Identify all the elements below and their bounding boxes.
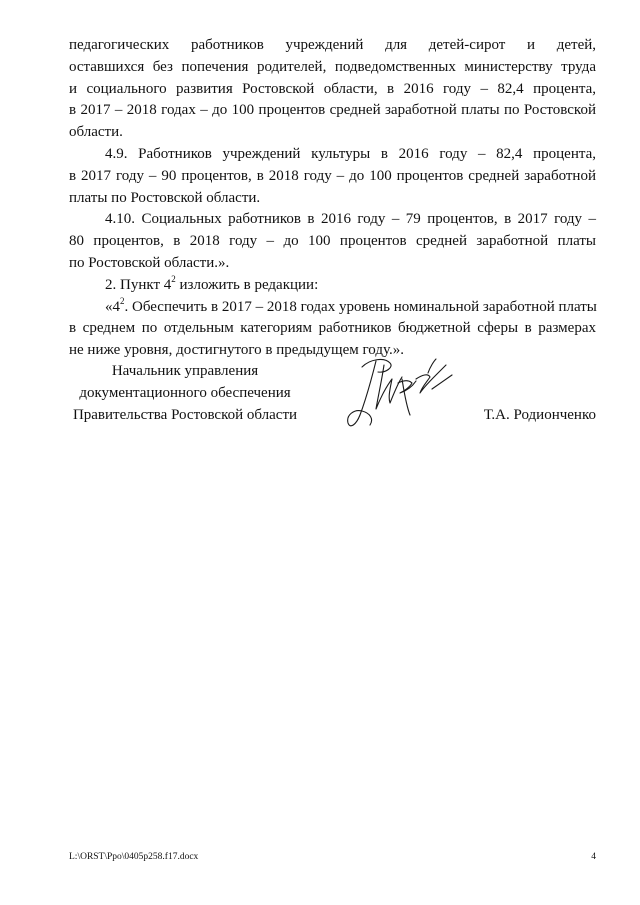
paragraph-line: 4.9. Работников учреждений культуры в 2016 году – 82,4 процента, <box>105 145 596 162</box>
paragraph-line: и социального развития Ростовской области, в 2016 году – 82,4 процента, <box>69 80 596 97</box>
line-text: 2. Пункт 4 <box>105 276 172 293</box>
paragraph-line: в 2017 году – 90 процентов, в 2018 году – до 100 процентов средней заработной <box>69 167 596 184</box>
paragraph-line: 4.10. Социальных работников в 2016 году – 79 процентов, в 2017 году – <box>105 211 596 228</box>
paragraph-line: платы по Ростовской области. <box>69 189 261 206</box>
paragraph-line: области. <box>69 124 123 141</box>
signatory-title-line: документационного обеспечения <box>79 384 291 401</box>
signature-block <box>69 361 596 427</box>
footer-file-path: L:\ORST\Ppo\0405p258.f17.docx <box>69 852 199 862</box>
paragraph-line: в среднем по отдельным категориям работников бюджетной сферы в размерах <box>69 320 596 337</box>
superscript: 2 <box>171 273 176 284</box>
signatory-title-line: Начальник управления <box>111 363 259 379</box>
page-number: 4 <box>591 852 596 862</box>
paragraph-line: не ниже уровня, достигнутого в предыдущем году.». <box>69 342 404 359</box>
line-text: изложить в редакции: <box>175 276 319 293</box>
line-text: «4 <box>105 298 120 315</box>
paragraph-line <box>69 297 596 319</box>
paragraph-line: оставшихся без попечения родителей, подведомственных министерству труда <box>69 58 596 75</box>
document-body <box>69 35 596 362</box>
paragraph-line: по Ростовской области.». <box>69 254 230 271</box>
paragraph-line: 80 процентов, в 2018 году – до 100 процентов средней заработной платы <box>69 233 596 250</box>
signatory-name: Т.А. Родионченко <box>483 406 596 423</box>
paragraph-line: педагогических работников учреждений для детей-сирот и детей, <box>69 37 596 53</box>
line-text: . Обеспечить в 2017 – 2018 годах уровень номинальной заработной платы <box>124 298 597 315</box>
paragraph-line <box>69 275 596 297</box>
signatory-title <box>69 361 301 426</box>
signatory-title-line: Правительства Ростовской области <box>72 406 298 423</box>
handwritten-signature <box>340 353 455 438</box>
paragraph-line: в 2017 – 2018 годах – до 100 процентов средней заработной платы по Ростовской <box>69 102 596 119</box>
superscript: 2 <box>120 295 125 306</box>
